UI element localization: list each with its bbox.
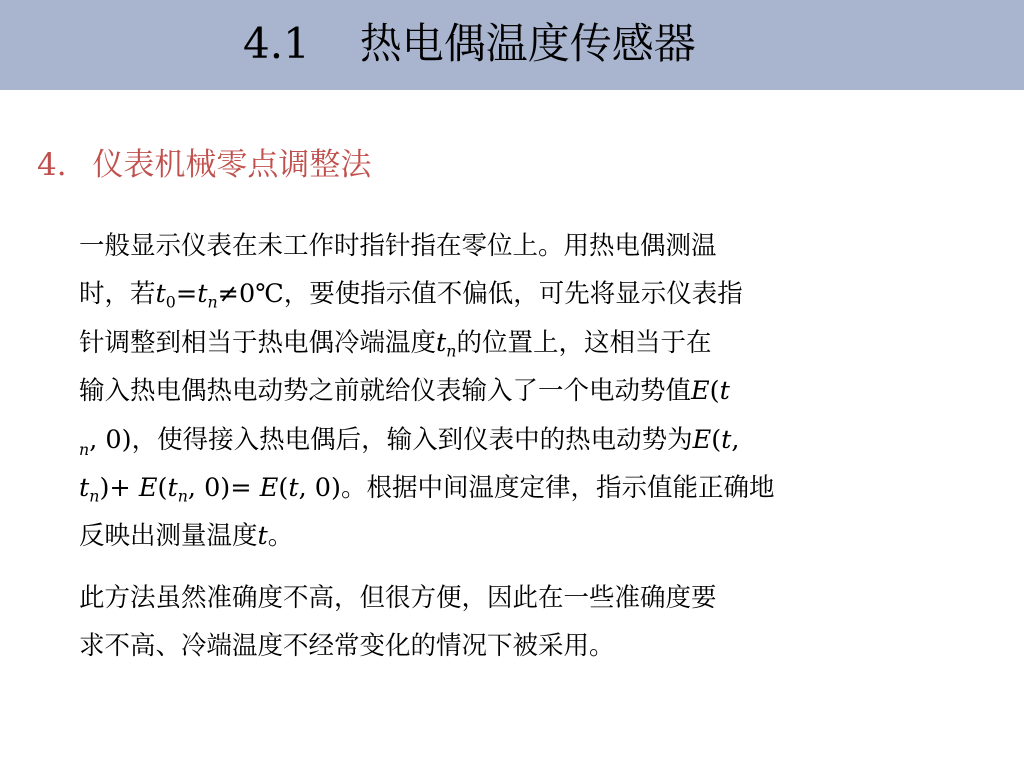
text-run: ( <box>711 424 722 455</box>
paragraph-1-line-4 <box>79 367 949 415</box>
text-run: ( <box>709 376 720 407</box>
text-run: , <box>731 424 740 455</box>
var-t: t <box>719 376 730 407</box>
text-run: , 0)= <box>187 472 260 503</box>
text-run: 反映出测量温度 <box>79 521 258 552</box>
subscript-n: n <box>446 341 457 361</box>
var-t: t <box>436 327 447 358</box>
subsection-heading <box>37 143 371 187</box>
var-t: t <box>167 472 178 503</box>
paragraph-2 <box>79 574 949 671</box>
text-run: )+ <box>99 472 139 503</box>
subscript-n: n <box>177 486 188 506</box>
subscript-n: n <box>79 439 90 459</box>
heading-number: 4. <box>37 147 67 183</box>
var-t: t <box>721 424 732 455</box>
var-t: t <box>155 279 166 310</box>
text-run: = <box>175 279 198 310</box>
subscript-n: n <box>89 486 100 506</box>
var-E: E <box>138 472 158 503</box>
paragraph-2-line-1: 此方法虽然准确度不高，但很方便，因此在一些准确度要 <box>79 583 717 613</box>
title-bar <box>0 0 1024 90</box>
slide-title <box>243 14 696 74</box>
paragraph-1-line-1 <box>79 222 949 270</box>
paragraph-1-line-3 <box>79 319 949 367</box>
text-run: 输入热电偶热电动势之前就给仪表输入了一个电动势值 <box>79 376 692 407</box>
var-t: t <box>288 472 299 503</box>
paragraph-1-line-2 <box>79 270 949 318</box>
paragraph-1-line-5 <box>79 416 949 464</box>
var-t: t <box>257 521 268 552</box>
text-run: ≠0℃，要使指示值不偏低，可先将显示仪表指 <box>217 279 743 310</box>
text-run: , 0)。根据中间温度定律，指示值能正确地 <box>298 472 775 503</box>
var-t: t <box>197 279 208 310</box>
subscript-n: n <box>207 292 218 312</box>
text-run: , 0)，使得接入热电偶后，输入到仪表中的热电动势为 <box>89 424 693 455</box>
title-text: 热电偶温度传感器 <box>359 19 696 68</box>
paragraph-2-line-2: 求不高、冷端温度不经常变化的情况下被采用。 <box>79 631 615 662</box>
paragraph-1-line-7 <box>79 512 949 560</box>
text-run: 时，若 <box>79 279 156 310</box>
text-run: ( <box>157 472 168 503</box>
var-E: E <box>692 424 712 455</box>
var-t: t <box>79 472 90 503</box>
subscript: 0 <box>165 292 176 312</box>
heading-text: 仪表机械零点调整法 <box>92 147 372 183</box>
section-number: 4.1 <box>243 19 310 68</box>
var-E: E <box>259 472 279 503</box>
text-run: 针调整到相当于热电偶冷端温度 <box>79 327 437 358</box>
text-run: ( <box>278 472 289 503</box>
paragraph-1-line-6 <box>79 464 949 512</box>
var-E: E <box>691 376 710 407</box>
paragraph-1 <box>79 222 949 561</box>
text-run: 一般显示仪表在未工作时指针指在零位上。用热电偶测温 <box>79 231 717 261</box>
text-run: 的位置上，这相当于在 <box>456 327 712 358</box>
text-run: 。 <box>267 521 294 552</box>
